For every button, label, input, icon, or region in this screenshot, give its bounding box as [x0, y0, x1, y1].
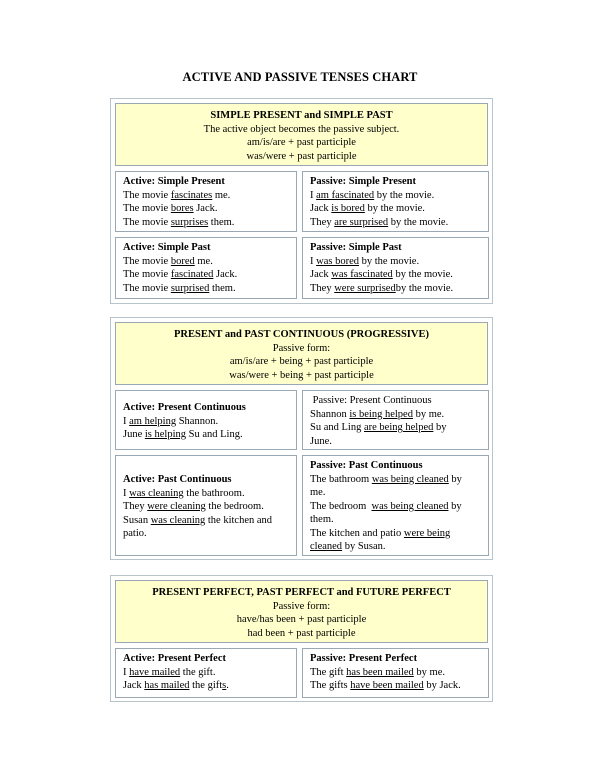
example-line: The movie bored me. — [123, 255, 213, 267]
cell-label: Active: Past Continuous — [123, 474, 232, 485]
cell-label: Active: Simple Present — [123, 176, 225, 187]
example-line: The gifts have been mailed by Jack. — [310, 680, 461, 691]
section-line: was/were + being + past participle — [229, 369, 374, 381]
passive-cell — [302, 455, 489, 556]
cell-label: Passive: Present Continuous — [310, 395, 432, 406]
cell-label: Passive: Simple Past — [310, 242, 402, 253]
example-line: I am helping Shannon. — [123, 415, 219, 427]
section-line: was/were + past participle — [246, 150, 357, 162]
passive-cell — [302, 237, 489, 299]
section-line: had been + past participle — [247, 627, 356, 639]
passive-cell — [302, 648, 489, 698]
example-line: Jack was fascinated by the movie. — [310, 269, 453, 280]
example-line: cleaned by Susan. — [310, 541, 386, 552]
example-line: The bathroom was being cleaned by — [310, 473, 462, 485]
example-line: them. — [310, 514, 334, 525]
example-line: The movie bores Jack. — [123, 203, 218, 214]
example-line: I was bored by the movie. — [310, 255, 420, 267]
example-line: They were surprisedby the movie. — [310, 282, 454, 294]
passive-cell — [302, 171, 489, 232]
cell-label: Active: Simple Past — [123, 242, 211, 253]
section-simple — [110, 98, 493, 304]
section-heading: SIMPLE PRESENT and SIMPLE PAST — [210, 110, 393, 121]
example-line: The movie fascinates me. — [123, 189, 231, 201]
example-line: Shannon is being helped by me. — [310, 408, 445, 420]
section-line: have/has been + past participle — [236, 614, 367, 625]
example-line: I have mailed the gift. — [123, 666, 216, 678]
cell-label: Passive: Past Continuous — [310, 460, 423, 471]
example-line: Jack is bored by the movie. — [310, 203, 425, 214]
section-heading-box — [115, 580, 488, 643]
cell-label: Active: Present Perfect — [123, 653, 226, 664]
example-line: patio. — [123, 528, 147, 539]
cell-label: Passive: Present Perfect — [310, 653, 418, 664]
example-line: The movie fascinated Jack. — [123, 269, 238, 280]
section-line: The active object becomes the passive subject. — [203, 123, 400, 135]
example-line: The kitchen and patio were being — [310, 527, 451, 539]
example-line: Susan was cleaning the kitchen and — [123, 514, 273, 526]
example-line: June. — [310, 435, 332, 447]
active-cell — [115, 455, 297, 556]
section-perfect — [110, 575, 493, 702]
example-line: The movie surprises them. — [123, 216, 235, 228]
section-line: Passive form: — [272, 600, 331, 612]
section-line: am/is/are + being + past participle — [229, 356, 374, 367]
section-heading: PRESENT PERFECT, PAST PERFECT and FUTURE PERFECT — [152, 587, 451, 598]
example-line: June is helping Su and Ling. — [123, 429, 243, 440]
example-line: The bedroom was being cleaned by — [310, 500, 462, 512]
example-line: me. — [310, 487, 326, 498]
example-line: Jack has mailed the gifts. — [123, 680, 229, 691]
section-line: Passive form: — [272, 342, 331, 354]
example-line: The movie surprised them. — [123, 282, 236, 294]
example-line: I am fascinated by the movie. — [310, 189, 435, 201]
active-cell — [115, 237, 297, 299]
example-line: They are surprised by the movie. — [310, 216, 449, 228]
example-line: I was cleaning the bathroom. — [123, 487, 245, 499]
cell-label: Passive: Simple Present — [310, 176, 416, 187]
section-heading: PRESENT and PAST CONTINUOUS (PROGRESSIVE) — [174, 329, 429, 340]
example-line: The gift has been mailed by me. — [310, 666, 445, 678]
section-continuous — [110, 317, 493, 560]
passive-cell — [302, 390, 489, 450]
section-heading-box — [115, 103, 488, 166]
section-line: am/is/are + past participle — [247, 137, 356, 148]
active-cell — [115, 648, 297, 698]
page-title: ACTIVE AND PASSIVE TENSES CHART — [182, 70, 418, 84]
cell-label: Active: Present Continuous — [123, 402, 246, 413]
active-cell — [115, 390, 297, 450]
example-line: They were cleaning the bedroom. — [123, 501, 264, 512]
example-line: Su and Ling are being helped by — [310, 422, 447, 433]
section-heading-box — [115, 322, 488, 385]
active-cell — [115, 171, 297, 232]
